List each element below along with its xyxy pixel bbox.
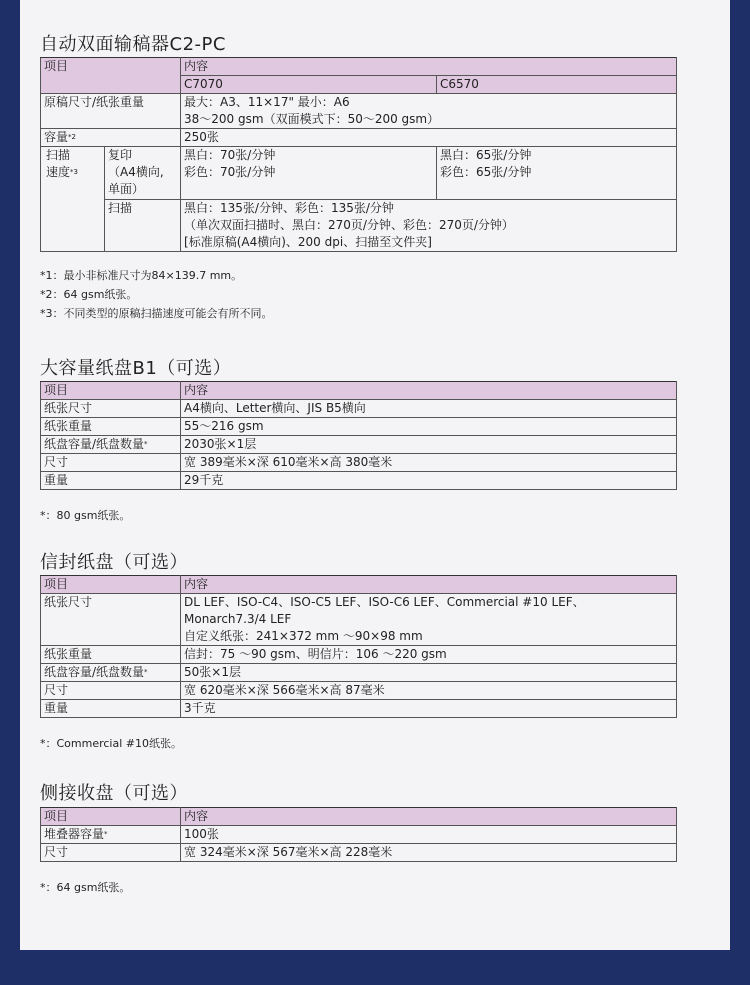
adf-footnotes: *1：最小非标准尺寸为84×139.7 mm。 *2：64 gsm纸张。 *3：不同类型的原稿扫描速度可能会有所不同。: [40, 269, 273, 320]
table-row: 纸张尺寸 A4横向、Letter横向、JIS B5横向: [41, 400, 677, 418]
section-title-envelope: 信封纸盘（可选）: [40, 552, 188, 573]
hcf-spec-table: [40, 381, 677, 490]
scan-speed-label: 扫描 速度$^{*3}$: [41, 147, 105, 252]
table-row: 重量 29千克: [41, 472, 677, 490]
header-item: 项目: [41, 808, 181, 826]
copy-c7070-value: 黑白：70张/分钟 彩色：70张/分钟: [181, 147, 437, 200]
table-row: 纸张重量 信封：75 ～90 gsm、明信片：106 ～220 gsm: [41, 646, 677, 664]
header-item: 项目: [41, 576, 181, 594]
table-row: 纸盘容量/纸盘数量* 50张×1层: [41, 664, 677, 682]
copy-label: 复印 （A4横向, 单面）: [105, 147, 181, 200]
header-content: 内容: [181, 808, 677, 826]
table-row: 纸盘容量/纸盘数量* 2030张×1层: [41, 436, 677, 454]
table-row: [41, 129, 677, 147]
table-row: 尺寸 宽 389毫米×深 610毫米×高 380毫米: [41, 454, 677, 472]
table-row: [41, 200, 677, 252]
table-header-row: [41, 382, 677, 400]
table-row: 尺寸 宽 620毫米×深 566毫米×高 87毫米: [41, 682, 677, 700]
header-item: 项目: [41, 382, 181, 400]
table-header-row: [41, 58, 677, 76]
row-label: 原稿尺寸/纸张重量: [41, 94, 181, 129]
section-title-hcf: 大容量纸盘B1（可选）: [40, 358, 232, 379]
adf-spec-table: [40, 57, 677, 252]
table-header-row: [41, 808, 677, 826]
header-content: 内容: [181, 58, 677, 76]
table-row: 堆叠器容量* 100张: [41, 826, 677, 844]
row-value: 250张: [181, 129, 677, 147]
table-row: 纸张尺寸 DL LEF、ISO-C4、ISO-C5 LEF、ISO-C6 LEF、Commercial #10 LEF、 Monarch7.3/4 LEF 自定义纸张：241×372 mm ～90×98 mm: [41, 594, 677, 646]
table-row: [41, 94, 677, 129]
scan-value: 黑白：135张/分钟、彩色：135张/分钟 （单次双面扫描时、黑白：270页/分钟、彩色：270页/分钟） [标准原稿(A4横向)、200 dpi、扫描至文件夹]: [181, 200, 677, 252]
row-value: 最大：A3、11×17" 最小：A6 38～200 gsm（双面模式下：50～200 gsm）: [181, 94, 677, 129]
table-header-row: [41, 576, 677, 594]
copy-c6570-value: 黑白：65张/分钟 彩色：65张/分钟: [437, 147, 677, 200]
row-label: 容量$^{*2}$: [41, 129, 181, 147]
side-tray-spec-table: [40, 807, 677, 862]
hcf-footnote: *：80 gsm纸张。: [40, 509, 131, 522]
table-row: 重量 3千克: [41, 700, 677, 718]
section-title-side-tray: 侧接收盘（可选）: [40, 783, 188, 804]
envelope-footnote: *：Commercial #10纸张。: [40, 737, 183, 750]
scan-label: 扫描: [105, 200, 181, 252]
side-tray-footnote: *：64 gsm纸张。: [40, 881, 131, 894]
table-row: [41, 147, 677, 200]
section-title-adf: 自动双面输稿器C2-PC: [40, 34, 226, 55]
model-c7070: C7070: [181, 76, 437, 94]
table-row: 尺寸 宽 324毫米×深 567毫米×高 228毫米: [41, 844, 677, 862]
table-row: 纸张重量 55～216 gsm: [41, 418, 677, 436]
header-item: 项目: [41, 58, 181, 94]
header-content: 内容: [181, 382, 677, 400]
envelope-spec-table: [40, 575, 677, 718]
header-content: 内容: [181, 576, 677, 594]
model-c6570: C6570: [437, 76, 677, 94]
